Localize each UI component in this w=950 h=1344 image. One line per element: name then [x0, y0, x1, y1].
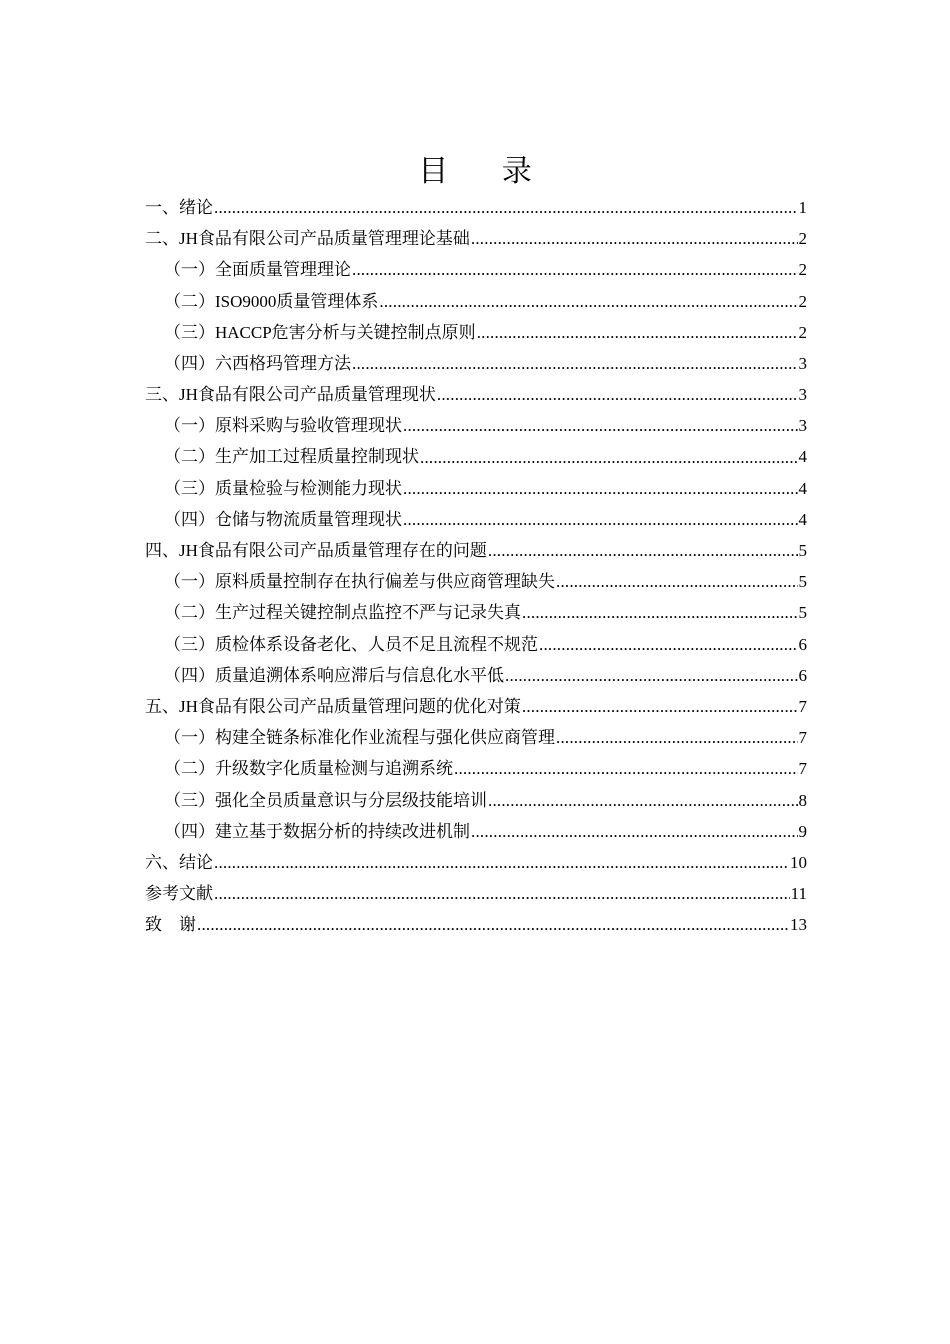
toc-entry[interactable] — [145, 535, 807, 566]
toc-dot-leader — [214, 878, 790, 909]
toc-page-number: 8 — [798, 790, 807, 810]
toc-page-number: 3 — [798, 416, 807, 436]
toc-entry-title: （四）六西格玛管理方法 — [164, 353, 351, 373]
toc-dot-leader — [522, 597, 798, 628]
toc-page-number: 2 — [798, 260, 807, 280]
toc-dot-leader — [488, 535, 798, 566]
toc-dot-leader — [214, 192, 798, 223]
toc-page-number: 6 — [798, 634, 807, 654]
toc-entry[interactable] — [145, 566, 807, 597]
toc-dot-leader — [197, 909, 789, 940]
toc-list — [145, 192, 807, 941]
toc-entry[interactable] — [145, 317, 807, 348]
toc-dot-leader — [471, 223, 798, 254]
toc-page-number: 2 — [798, 229, 807, 249]
toc-page-number: 9 — [798, 821, 807, 841]
toc-entry[interactable] — [145, 286, 807, 317]
toc-entry-title: 一、绪论 — [145, 197, 213, 217]
toc-entry[interactable] — [145, 753, 807, 784]
toc-dot-leader — [403, 504, 798, 535]
toc-entry-title: （四）质量追溯体系响应滞后与信息化水平低 — [164, 665, 504, 685]
toc-page-number: 1 — [798, 197, 807, 217]
toc-entry-title: 五、JH食品有限公司产品质量管理问题的优化对策 — [145, 696, 521, 716]
toc-dot-leader — [352, 254, 798, 285]
toc-dot-leader — [403, 410, 798, 441]
toc-entry[interactable] — [145, 847, 807, 878]
toc-entry-title: （三）强化全员质量意识与分层级技能培训 — [164, 790, 487, 810]
toc-dot-leader — [420, 442, 798, 473]
toc-entry[interactable] — [145, 192, 807, 223]
toc-page-number: 7 — [798, 696, 807, 716]
toc-entry[interactable] — [145, 629, 807, 660]
toc-entry-title: 四、JH食品有限公司产品质量管理存在的问题 — [145, 541, 487, 561]
toc-dot-leader — [437, 379, 798, 410]
toc-entry[interactable] — [145, 223, 807, 254]
toc-entry-title: （一）全面质量管理理论 — [164, 260, 351, 280]
toc-dot-leader — [379, 286, 797, 317]
toc-entry-title: （三）质检体系设备老化、人员不足且流程不规范 — [164, 634, 538, 654]
toc-dot-leader — [539, 629, 798, 660]
toc-entry[interactable] — [145, 785, 807, 816]
toc-dot-leader — [556, 722, 798, 753]
toc-page-number: 5 — [798, 603, 807, 623]
toc-dot-leader — [505, 660, 798, 691]
toc-dot-leader — [488, 785, 798, 816]
toc-entry-title: （二）ISO9000质量管理体系 — [164, 291, 379, 311]
toc-entry[interactable] — [145, 348, 807, 379]
toc-page-number: 2 — [798, 322, 807, 342]
toc-page-number: 3 — [798, 353, 807, 373]
toc-page-number: 5 — [798, 572, 807, 592]
toc-page-number: 3 — [798, 385, 807, 405]
toc-dot-leader — [556, 566, 798, 597]
toc-entry[interactable] — [145, 722, 807, 753]
toc-entry[interactable] — [145, 660, 807, 691]
toc-page-number: 10 — [790, 852, 807, 872]
toc-entry[interactable] — [145, 878, 807, 909]
toc-entry-title: 致 谢 — [145, 915, 196, 935]
toc-dot-leader — [214, 847, 789, 878]
toc-entry[interactable] — [145, 691, 807, 722]
toc-entry[interactable] — [145, 597, 807, 628]
toc-entry-title: 参考文献 — [145, 884, 213, 904]
toc-page-number: 5 — [798, 541, 807, 561]
toc-dot-leader — [352, 348, 798, 379]
toc-entry-title: （二）生产过程关键控制点监控不严与记录失真 — [164, 603, 521, 623]
toc-page-number: 4 — [798, 509, 807, 529]
toc-entry[interactable] — [145, 816, 807, 847]
toc-dot-leader — [522, 691, 798, 722]
toc-entry[interactable] — [145, 473, 807, 504]
toc-entry-title: （一）原料采购与验收管理现状 — [164, 416, 402, 436]
toc-page-number: 11 — [790, 884, 807, 904]
toc-entry[interactable] — [145, 410, 807, 441]
toc-entry-title: （二）生产加工过程质量控制现状 — [164, 447, 419, 467]
toc-entry-title: （三）HACCP危害分析与关键控制点原则 — [164, 322, 476, 342]
toc-entry[interactable] — [145, 379, 807, 410]
toc-entry-title: （三）质量检验与检测能力现状 — [164, 478, 402, 498]
toc-entry[interactable] — [145, 442, 807, 473]
toc-page-number: 2 — [798, 291, 807, 311]
toc-page-number: 6 — [798, 665, 807, 685]
toc-entry-title: 三、JH食品有限公司产品质量管理现状 — [145, 385, 436, 405]
toc-dot-leader — [471, 816, 798, 847]
toc-entry[interactable] — [145, 504, 807, 535]
toc-entry-title: （四）仓储与物流质量管理现状 — [164, 509, 402, 529]
toc-entry-title: 六、结论 — [145, 852, 213, 872]
toc-entry[interactable] — [145, 254, 807, 285]
toc-dot-leader — [454, 753, 798, 784]
toc-dot-leader — [477, 317, 798, 348]
toc-page-number: 13 — [790, 915, 807, 935]
toc-entry-title: （二）升级数字化质量检测与追溯系统 — [164, 759, 453, 779]
toc-page-number: 7 — [798, 728, 807, 748]
toc-entry-title: （一）原料质量控制存在执行偏差与供应商管理缺失 — [164, 572, 555, 592]
toc-dot-leader — [403, 473, 798, 504]
toc-page-number: 4 — [798, 447, 807, 467]
toc-entry[interactable] — [145, 909, 807, 940]
toc-page-number: 4 — [798, 478, 807, 498]
toc-entry-title: 二、JH食品有限公司产品质量管理理论基础 — [145, 229, 470, 249]
toc-entry-title: （一）构建全链条标准化作业流程与强化供应商管理 — [164, 728, 555, 748]
toc-entry-title: （四）建立基于数据分析的持续改进机制 — [164, 821, 470, 841]
toc-page-number: 7 — [798, 759, 807, 779]
toc-title: 目 录 — [418, 154, 554, 189]
